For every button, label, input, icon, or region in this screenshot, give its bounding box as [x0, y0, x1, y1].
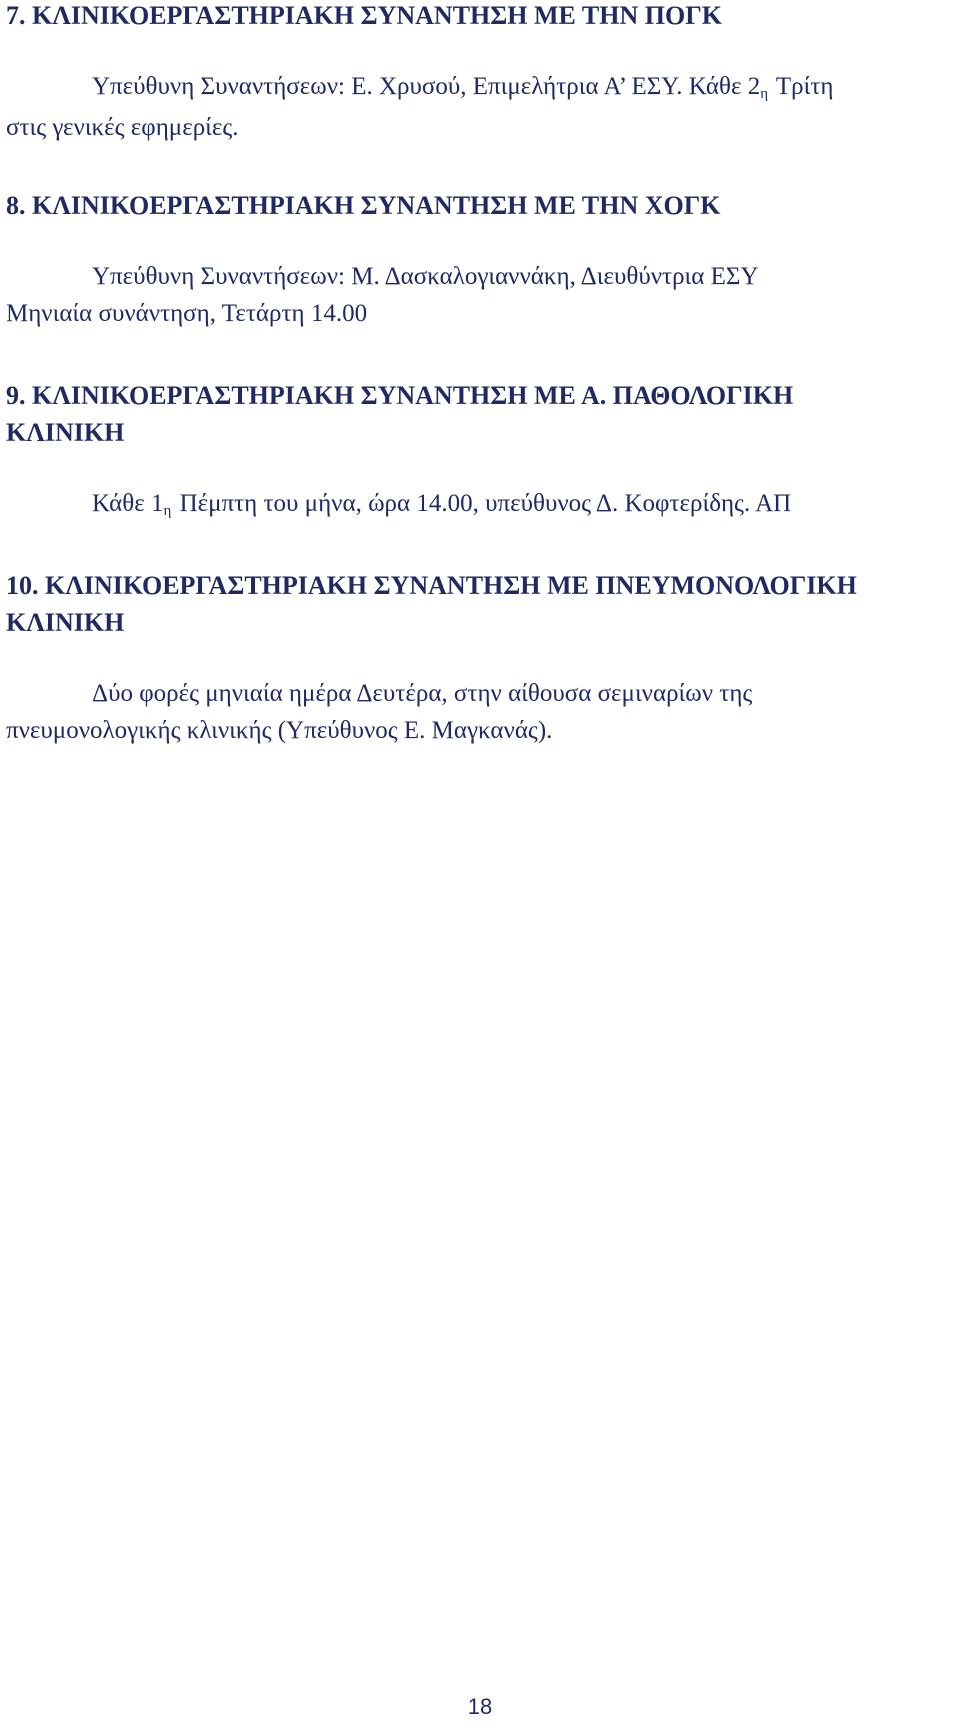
- section-9-text-a: Κάθε 1: [92, 490, 164, 517]
- section-10-heading-line-2: ΚΛΙΝΙΚΗ: [6, 608, 125, 637]
- section-10: [6, 567, 956, 749]
- section-9-text-b: Πέμπτη του μήνα, ώρα 14.00, υπεύθυνος Δ. Κοφτερίδης. ΑΠ: [173, 490, 792, 517]
- section-9-text-line-1: [6, 485, 956, 526]
- section-8-text-line-2: Μηνιαία συνάντηση, Τετάρτη 14.00: [6, 300, 368, 327]
- section-10-heading-line-1: 10. ΚΛΙΝΙΚΟΕΡΓΑΣΤΗΡΙΑΚΗ ΣΥΝΑΝΤΗΣΗ ΜΕ ΠΝΕΥΜΟΝΟΛΟΓΙΚΗ: [6, 571, 857, 600]
- section-7-text-line-1: [6, 68, 956, 109]
- section-7-text-line-2: στις γενικές εφημερίες.: [6, 114, 239, 141]
- section-8: [6, 187, 956, 332]
- ordinal-suffix: η: [760, 86, 769, 102]
- section-8-text-line-1: Υπεύθυνη Συναντήσεων: Μ. Δασκαλογιαννάκη, Διευθύντρια ΕΣΥ: [92, 263, 759, 290]
- section-8-heading: 8. ΚΛΙΝΙΚΟΕΡΓΑΣΤΗΡΙΑΚΗ ΣΥΝΑΝΤΗΣΗ ΜΕ ΤΗΝ ΧΟΓΚ: [6, 191, 721, 220]
- section-10-text-line-2: πνευμονολογικής κλινικής (Υπεύθυνος Ε. Μαγκανάς).: [6, 717, 553, 744]
- section-7-heading: 7. ΚΛΙΝΙΚΟΕΡΓΑΣΤΗΡΙΑΚΗ ΣΥΝΑΝΤΗΣΗ ΜΕ ΤΗΝ ΠΟΓΚ: [6, 1, 722, 30]
- section-7-text-a: Υπεύθυνη Συναντήσεων: Ε. Χρυσού, Επιμελήτρια Α’ ΕΣΥ. Κάθε 2: [92, 73, 761, 100]
- section-7: [6, 0, 956, 146]
- page-number: 18: [467, 1694, 493, 1719]
- section-7-text-b: Τρίτη: [770, 73, 834, 100]
- section-9-heading-line-1: 9. ΚΛΙΝΙΚΟΕΡΓΑΣΤΗΡΙΑΚΗ ΣΥΝΑΝΤΗΣΗ ΜΕ Α. ΠΑΘΟΛΟΓΙΚΗ: [6, 381, 794, 410]
- section-9-heading-line-2: ΚΛΙΝΙΚΗ: [6, 418, 125, 447]
- section-10-text-line-1: Δύο φορές μηνιαία ημέρα Δευτέρα, στην αίθουσα σεμιναρίων της: [92, 680, 753, 707]
- section-9: [6, 377, 956, 526]
- ordinal-suffix: η: [163, 503, 172, 519]
